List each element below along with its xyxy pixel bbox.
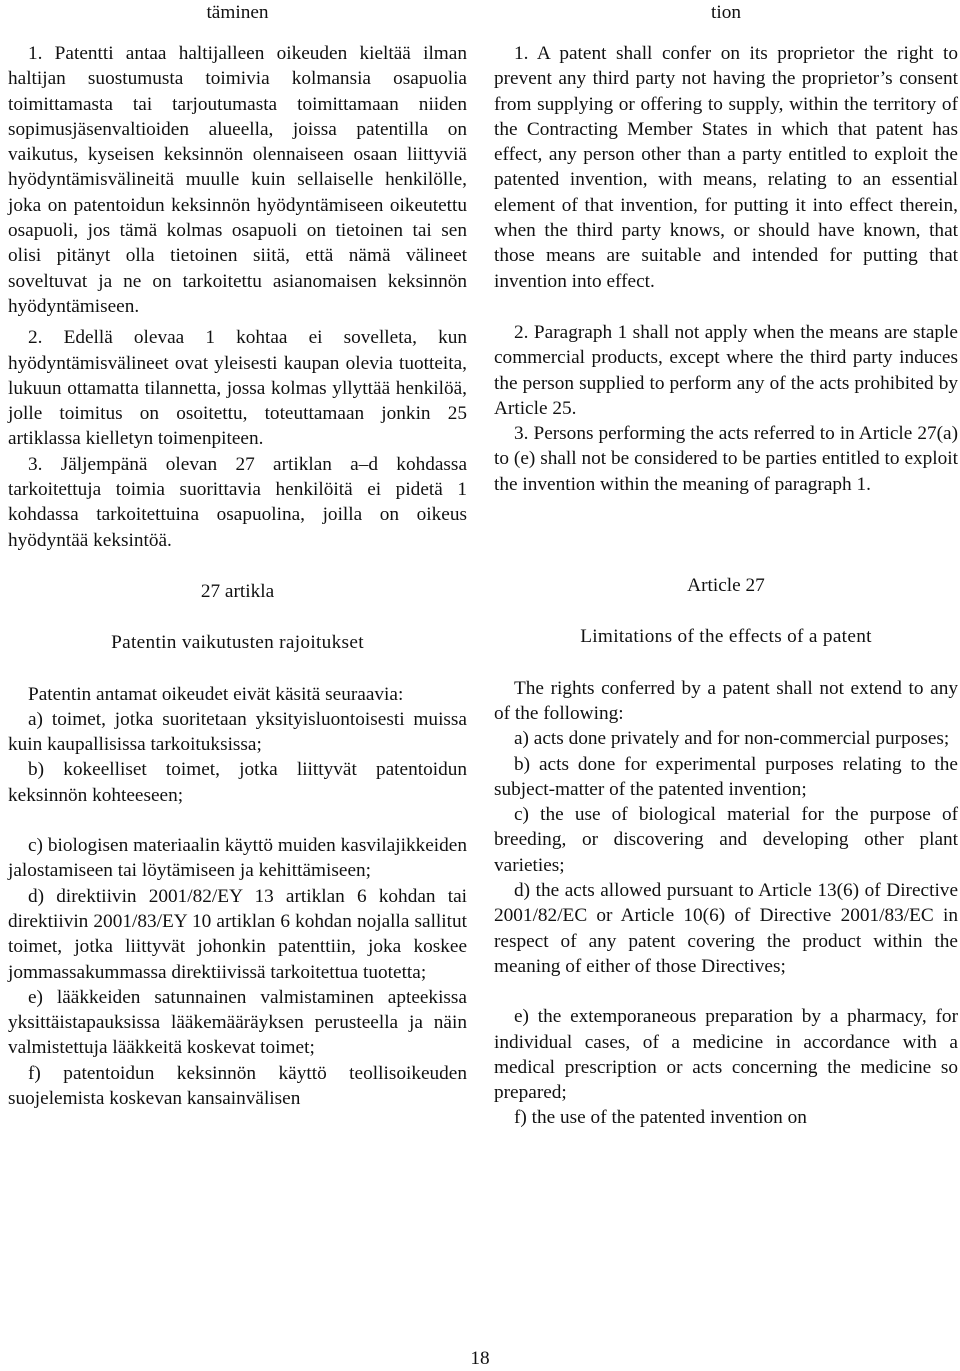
article27-intro-fi: Patentin antamat oikeudet eivät käsitä seuraavia: xyxy=(28,683,404,705)
article27-item-a-fi: a) toimet, jotka suoritetaan yksityisluontoisesti muissa kuin kaupallisissa tarkoituksissa; xyxy=(8,708,467,756)
article26-paragraph-1-fi: 1. Patentti antaa haltijalleen oikeuden kieltää ilman haltijan suostumusta toimivia kolmansia osapuolia toimittamasta tai tarjoutumasta toimittamaan niiden sopimusjäsenvaltioiden alueella, joissa patentilla on vaikutus, kyseisen keksinnön olennaiseen osaan liittyviä hyödyntämisvälineitä muulle kuin sellaiselle henkilölle, joka on patentoidun keksinnön hyödyntämiseen oikeutettu osapuoli, jos tämä kolmas osapuoli on tietoinen tai sen olisi pitänyt olla tietoinen siitä, että nämä välineet soveltuvat ja ne on tarkoitettu asianomaisen keksinnön hyödyntämiseen. xyxy=(8,43,467,317)
article27-item-f-en: f) the use of the patented invention on xyxy=(514,1107,807,1129)
article26-paragraph-3-fi: 3. Jäljempänä olevan 27 artiklan a–d kohdassa tarkoitettuja toimia suorittavia henkilöitä ei pidetä 1 kohdassa tarkoitettuina osapuolina, joilla on oikeus hyödyntää keksintöä. xyxy=(8,453,467,551)
article27-title-fi: Patentin vaikutusten rajoitukset xyxy=(111,632,364,654)
running-text-left: täminen xyxy=(206,2,269,23)
article26-paragraph-1-en: 1. A patent shall confer on its proprietor the right to prevent any third party not having the proprietor’s consent from supplying or offering to supply, within the territory of the Contracting Member States in which that patent has effect, any person other than a party entitled to exploit the patented invention, with means, relating to an essential element of that invention, for putting it into effect therein, when the third party knows, or should have known, that those means are suitable and intended for putting that invention into effect. xyxy=(494,43,958,292)
article26-paragraph-2-en: 2. Paragraph 1 shall not apply when the means are staple commercial products, except where the third party induces the person supplied to perform any of the acts prohibited by Article 25. xyxy=(494,321,958,419)
page-number: 18 xyxy=(470,1348,490,1369)
running-text-right: tion xyxy=(711,2,741,23)
article27-item-b-fi: b) kokeelliset toimet, jotka liittyvät patentoidun keksinnön kohteeseen; xyxy=(8,759,467,806)
article27-item-d-fi: d) direktiivin 2001/82/EY 13 artiklan 6 kohdan tai direktiivin 2001/83/EY 10 artiklan 6 kohdan nojalla sallitut toimet, jotka liittyvät johonkin patenttiin, joka koskee jommassakummassa direktiivissä tarkoitettua tuotetta; xyxy=(8,885,467,983)
article27-number-fi: 27 artikla xyxy=(200,580,275,602)
article27-number-en: Article 27 xyxy=(687,575,765,597)
article27-item-a-en: a) acts done privately and for non-commercial purposes; xyxy=(514,728,950,750)
article27-item-c-en: c) the use of biological material for the purpose of breeding, or discovering and developing other plant varieties; xyxy=(494,804,958,876)
article27-item-c-fi: c) biologisen materiaalin käyttö muiden kasvilajikkeiden jalostamiseen tai löytämiseen ja kehittämiseen; xyxy=(8,835,467,882)
article26-paragraph-2-fi: 2. Edellä olevaa 1 kohtaa ei sovelleta, kun hyödyntämisvälineet ovat yleisesti kaupan olevia tuotteita, lukuun ottamatta tilannetta, jossa kolmas yllyttää henkilöä, jolle toimitus on osoitettu, toteuttamaan jonkin 25 artiklassa kielletyn toimenpiteen. xyxy=(8,327,467,450)
finnish-column xyxy=(8,0,467,1111)
article27-item-f-fi: f) patentoidun keksinnön käyttö teollisoikeuden suojelemista koskevan kansainvälisen xyxy=(8,1062,467,1109)
article27-item-e-fi: e) lääkkeiden satunnainen valmistaminen apteekissa yksittäistapauksissa lääkemääräyksen perusteella ja näin valmistettuja lääkkeitä koskevat toimet; xyxy=(8,986,467,1059)
article27-intro-en: The rights conferred by a patent shall not extend to any of the following: xyxy=(494,677,958,724)
article27-item-b-en: b) acts done for experimental purposes relating to the subject-matter of the patented invention; xyxy=(494,753,958,800)
article27-title-en: Limitations of the effects of a patent xyxy=(580,626,872,648)
article26-paragraph-3-en: 3. Persons performing the acts referred to in Article 27(a) to (e) shall not be considered to be parties entitled to exploit the invention within the meaning of paragraph 1. xyxy=(494,423,958,495)
english-column xyxy=(494,0,958,1131)
article27-item-e-en: e) the extemporaneous preparation by a pharmacy, for individual cases, of a medicine in accordance with a medical prescription or acts concerning the medicine so prepared; xyxy=(494,1006,958,1104)
article27-item-d-en: d) the acts allowed pursuant to Article 13(6) of Directive 2001/82/EC or Article 10(6) of Directive 2001/83/EC in respect of any patent covering the product within the meaning of either of those Directives; xyxy=(494,880,958,977)
